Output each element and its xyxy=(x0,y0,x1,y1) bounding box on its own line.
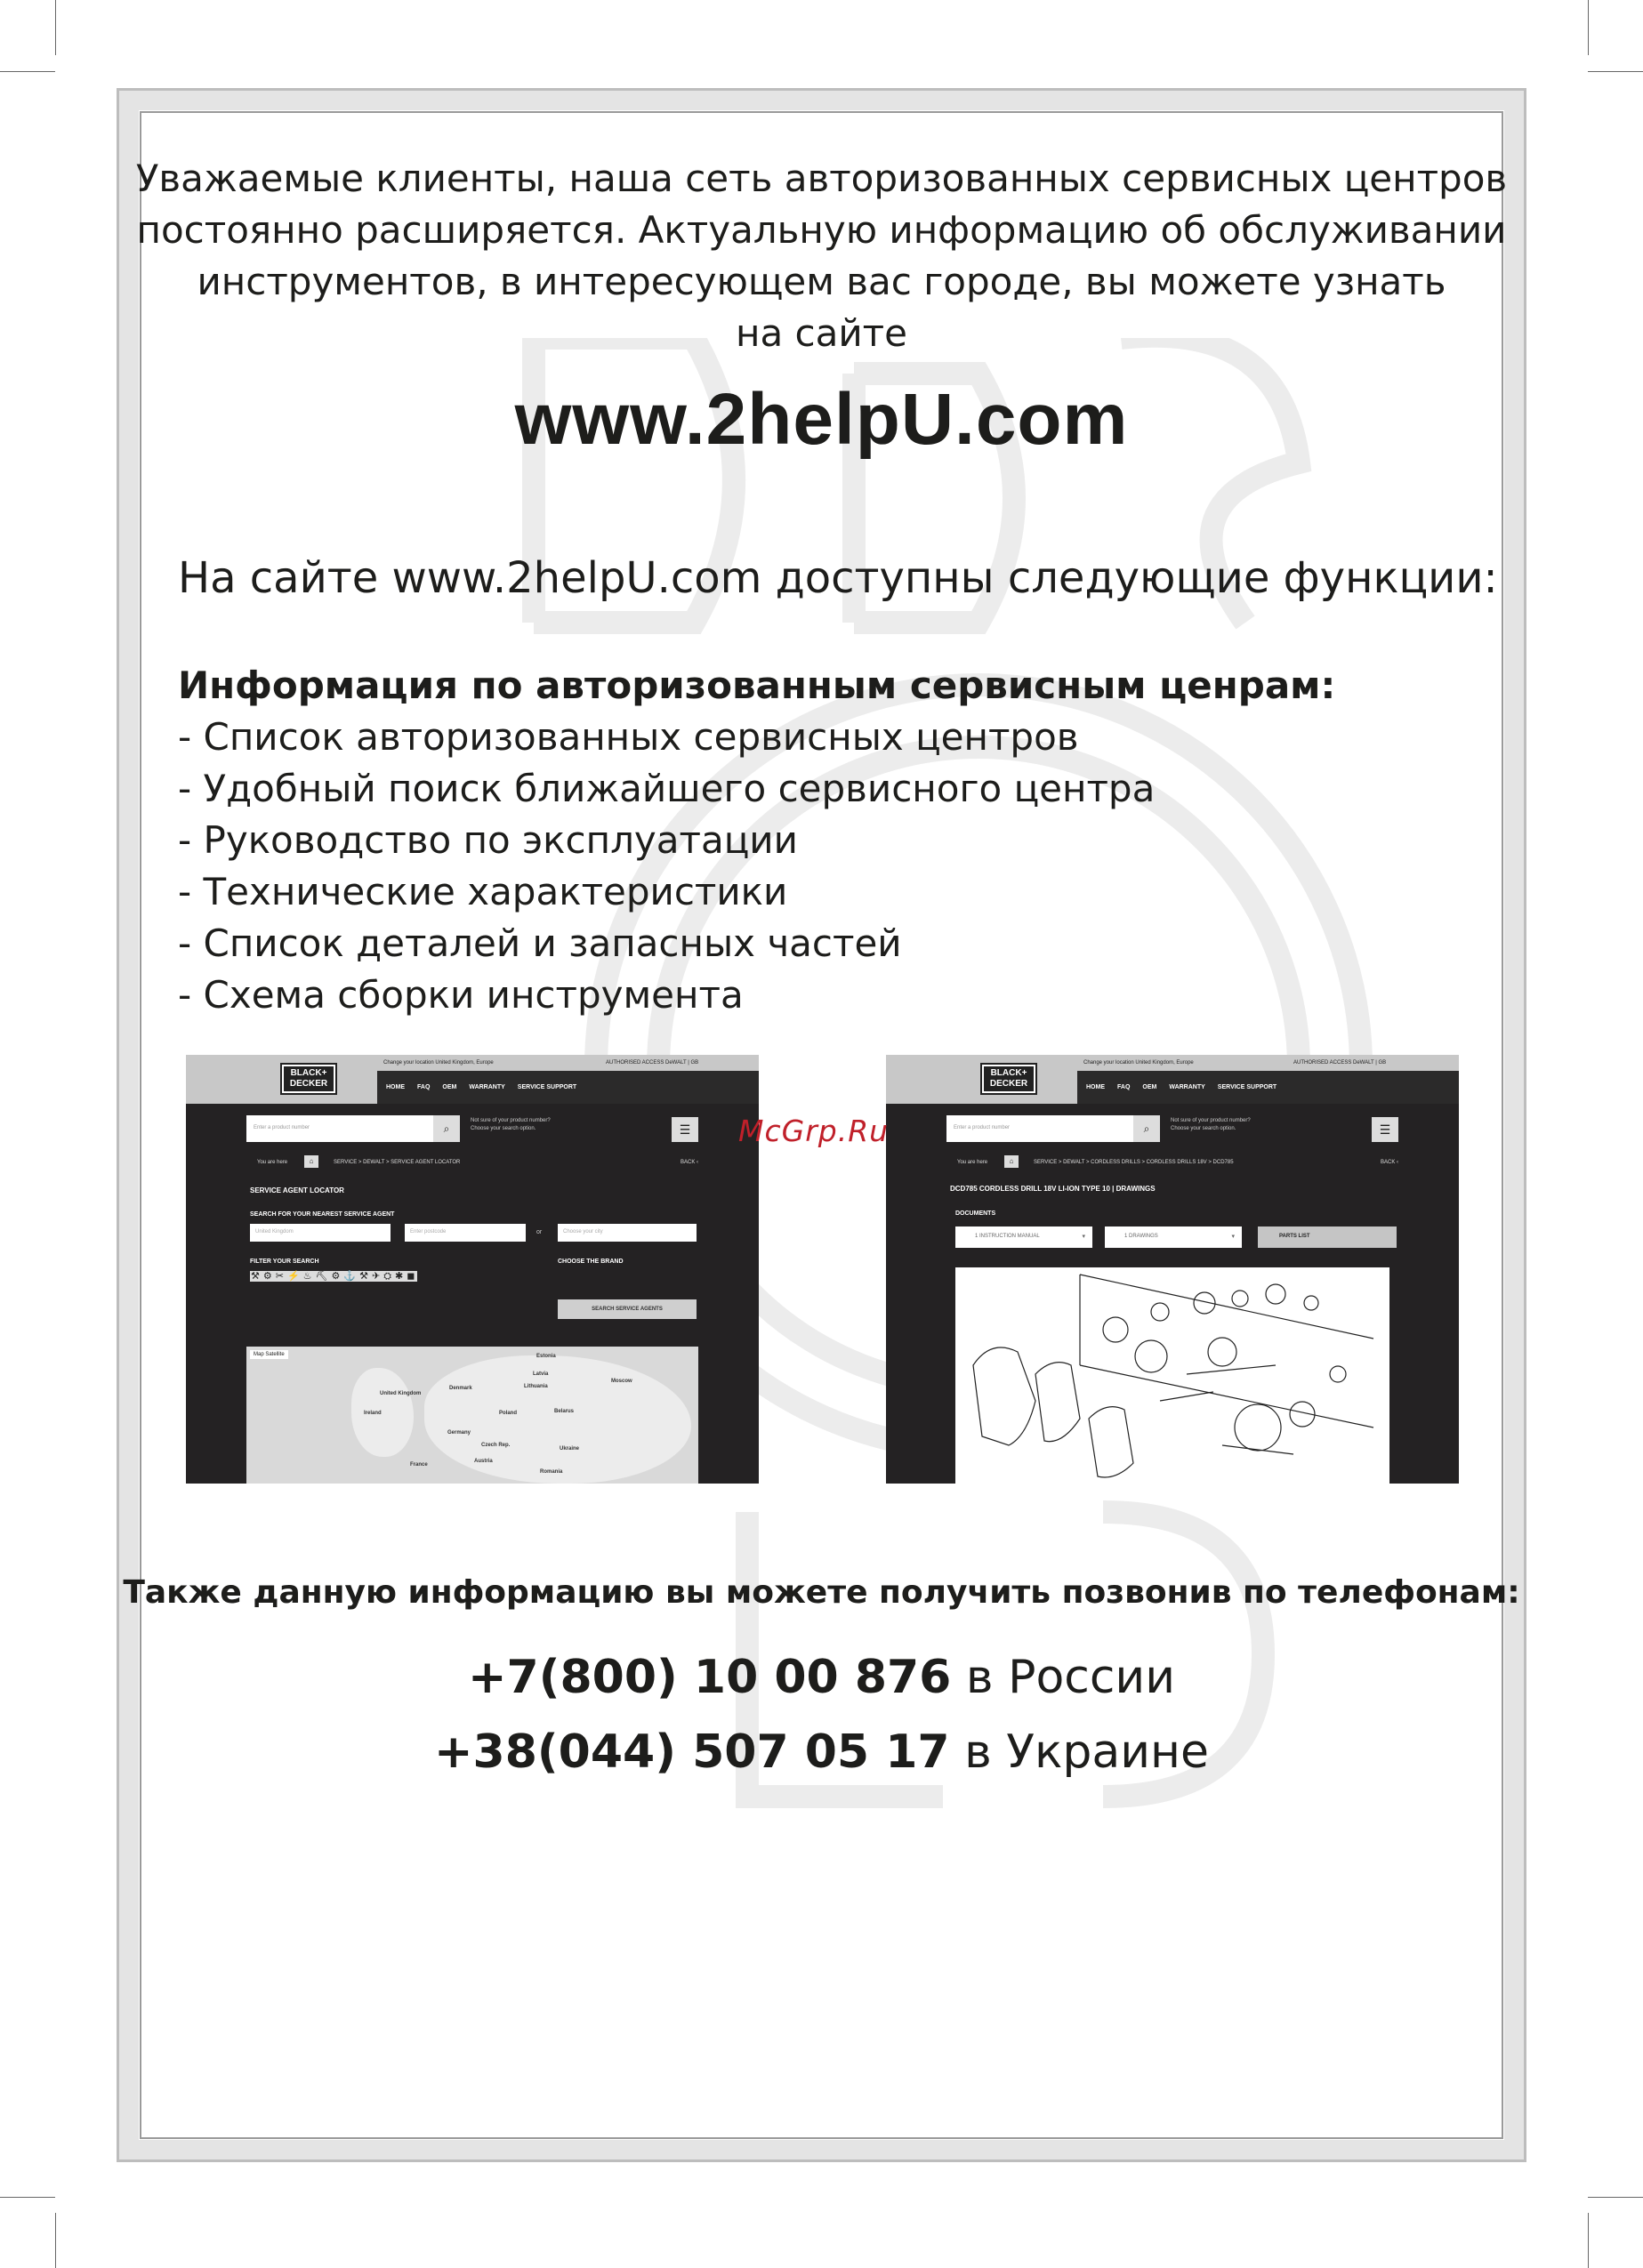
phone-number[interactable]: +38(044) 507 05 17 xyxy=(433,1725,950,1779)
back-link[interactable]: BACK ‹ xyxy=(1380,1160,1398,1165)
list-item: - Список авторизованных сервисных центров xyxy=(178,715,1079,759)
brand-label: CHOOSE THE BRAND xyxy=(558,1259,624,1265)
product-search-input[interactable]: Enter a product number xyxy=(246,1115,433,1142)
intro-line: постоянно расширяется. Актуальную информацию об обслуживании xyxy=(136,208,1507,252)
page-title: DCD785 CORDLESS DRILL 18V LI-ION TYPE 10 | DRAWINGS xyxy=(950,1185,1156,1193)
filter-icons[interactable]: ⚒ ⚙ ✂ ⚡ ♨ ⛏ ⚙ ⚓ ⚒ ✈ ⛭ ✱ ◼ xyxy=(251,1271,417,1282)
search-icon[interactable]: ⌕ xyxy=(433,1115,460,1142)
home-icon[interactable]: ⌂ xyxy=(304,1155,318,1168)
brand-logo[interactable]: BLACK+ DECKER xyxy=(980,1063,1037,1095)
nav-item-service-support[interactable]: SERVICE SUPPORT xyxy=(1217,1084,1277,1090)
nav-item-warranty[interactable]: WARRANTY xyxy=(1169,1084,1205,1090)
main-nav xyxy=(377,1071,759,1104)
list-item: - Удобный поиск ближайшего сервисного центра xyxy=(178,767,1156,810)
brand-logo[interactable]: BLACK+ DECKER xyxy=(280,1063,337,1095)
site-watermark: McGrp.Ru xyxy=(738,1114,890,1148)
nav-item-faq[interactable]: FAQ xyxy=(1117,1084,1131,1090)
phone-country: в Украине xyxy=(949,1725,1210,1779)
crop-mark xyxy=(55,0,56,55)
breadcrumb[interactable]: SERVICE > DEWALT > CORDLESS DRILLS > CORDLESS DRILLS 18V > DCD785 xyxy=(1034,1160,1234,1165)
crop-mark xyxy=(1588,0,1589,55)
instruction-manual-select[interactable]: 1 INSTRUCTION MANUAL ▾ xyxy=(955,1226,1092,1248)
search-label: SEARCH FOR YOUR NEAREST SERVICE AGENT xyxy=(250,1211,395,1218)
phone-russia[interactable] xyxy=(0,1651,1643,1704)
nav-item-oem[interactable]: OEM xyxy=(1142,1084,1157,1090)
menu-icon[interactable]: ☰ xyxy=(1372,1117,1398,1142)
country-input[interactable]: United Kingdom xyxy=(250,1224,391,1242)
filter-label: FILTER YOUR SEARCH xyxy=(250,1259,319,1265)
you-are-here: You are here xyxy=(257,1160,288,1165)
nav-item-warranty[interactable]: WARRANTY xyxy=(469,1084,505,1090)
phone-country: в России xyxy=(951,1651,1176,1704)
list-item: - Список деталей и запасных частей xyxy=(178,921,902,965)
postcode-input[interactable]: Enter postcode xyxy=(405,1224,526,1242)
search-icon[interactable]: ⌕ xyxy=(1133,1115,1160,1142)
nav-item-home[interactable]: HOME xyxy=(1086,1084,1105,1090)
city-select[interactable]: Choose your city xyxy=(558,1224,697,1242)
search-hint[interactable]: Not sure of your product number? Choose your search option. xyxy=(471,1118,551,1131)
features-heading: Информация по авторизованным сервисным ценрам: xyxy=(178,664,1336,707)
chevron-down-icon: ▾ xyxy=(1231,1234,1235,1240)
breadcrumb[interactable]: SERVICE > DEWALT > SERVICE AGENT LOCATOR xyxy=(334,1160,461,1165)
website-url[interactable]: www.2helpU.com xyxy=(514,379,1129,460)
drawings-select[interactable]: 1 DRAWINGS ▾ xyxy=(1105,1226,1242,1248)
list-item: - Схема сборки инструмента xyxy=(178,973,744,1017)
exploded-view-drawing[interactable] xyxy=(955,1267,1389,1484)
main-nav xyxy=(1077,1071,1459,1104)
or-label: or xyxy=(536,1229,543,1235)
crop-mark xyxy=(1588,71,1643,72)
intro-paragraph xyxy=(0,153,1643,359)
screenshot-service-locator xyxy=(186,1055,759,1484)
crop-mark xyxy=(1588,2213,1589,2268)
crop-mark xyxy=(55,2213,56,2268)
parts-list-button[interactable]: PARTS LIST xyxy=(1258,1226,1397,1248)
chevron-down-icon: ▾ xyxy=(1082,1234,1085,1240)
crop-mark xyxy=(0,2197,55,2198)
back-link[interactable]: BACK ‹ xyxy=(680,1160,698,1165)
crop-mark xyxy=(0,71,55,72)
search-hint[interactable]: Not sure of your product number? Choose your search option. xyxy=(1171,1118,1251,1131)
nav-item-home[interactable]: HOME xyxy=(386,1084,405,1090)
location-selector[interactable]: Change your location United Kingdom, Europe xyxy=(383,1060,494,1066)
nav-item-faq[interactable]: FAQ xyxy=(417,1084,431,1090)
list-item: - Технические характеристики xyxy=(178,870,788,913)
list-item: - Руководство по эксплуатации xyxy=(178,818,798,862)
top-links[interactable]: AUTHORISED ACCESS DeWALT | GB xyxy=(1293,1060,1387,1066)
location-selector[interactable]: Change your location United Kingdom, Europe xyxy=(1083,1060,1194,1066)
documents-label: DOCUMENTS xyxy=(955,1210,996,1217)
intro-line: Уважаемые клиенты, наша сеть авторизованных сервисных центров xyxy=(135,157,1508,200)
phone-ukraine[interactable] xyxy=(0,1725,1643,1779)
map-view[interactable]: Map Satellite Estonia Latvia Lithuania Denmark United Kingdom Ireland Poland Belarus Germany Czech Rep. Ukraine France Austria Romania Moscow xyxy=(246,1347,698,1484)
search-agents-button[interactable]: SEARCH SERVICE AGENTS xyxy=(558,1299,697,1319)
page-title: SERVICE AGENT LOCATOR xyxy=(250,1186,344,1194)
phones-heading: Также данную информацию вы можете получить позвонив по телефонам: xyxy=(123,1574,1520,1611)
home-icon[interactable]: ⌂ xyxy=(1004,1155,1019,1168)
crop-mark xyxy=(1588,2197,1643,2198)
nav-item-service-support[interactable]: SERVICE SUPPORT xyxy=(517,1084,577,1090)
intro-line: инструментов, в интересующем вас городе, вы можете узнать xyxy=(197,260,1446,303)
functions-heading: На сайте www.2helpU.com доступны следующие функции: xyxy=(178,553,1498,603)
top-links[interactable]: AUTHORISED ACCESS DeWALT | GB xyxy=(606,1060,699,1066)
phone-number[interactable]: +7(800) 10 00 876 xyxy=(467,1651,952,1704)
you-are-here: You are here xyxy=(957,1160,988,1165)
nav-item-oem[interactable]: OEM xyxy=(442,1084,457,1090)
menu-icon[interactable]: ☰ xyxy=(672,1117,698,1142)
intro-line: на сайте xyxy=(736,311,907,355)
map-tabs[interactable]: Map Satellite xyxy=(250,1350,288,1359)
product-search-input[interactable]: Enter a product number xyxy=(946,1115,1133,1142)
features-list xyxy=(178,660,1335,1021)
screenshot-drawings xyxy=(886,1055,1459,1484)
